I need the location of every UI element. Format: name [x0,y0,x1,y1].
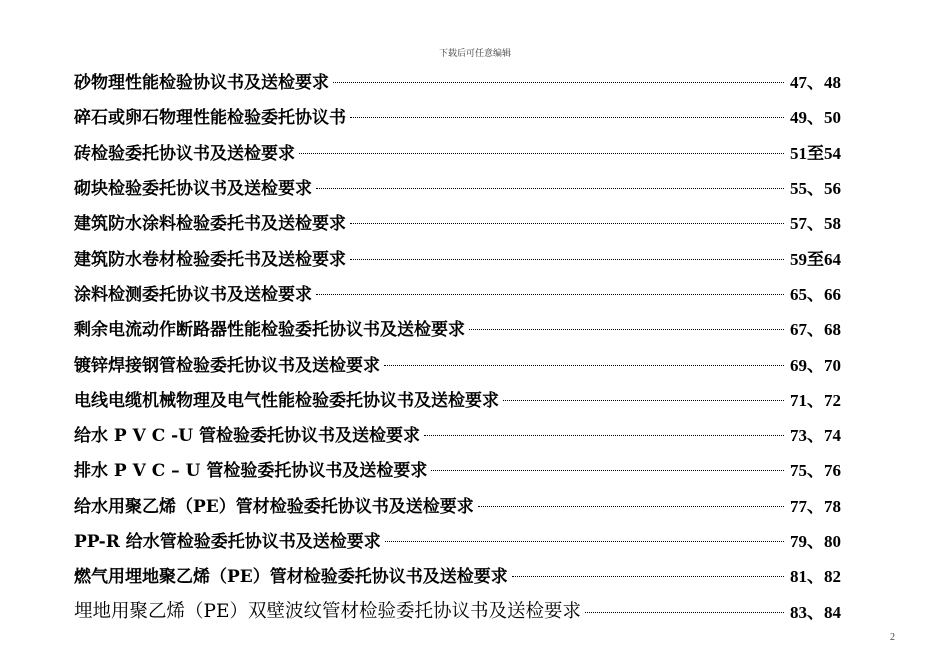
toc-leader-dots [424,435,784,436]
toc-entry-pages: 65、66 [790,284,841,304]
toc-leader-dots [316,188,784,189]
toc-leader-dots [316,294,784,295]
toc-entry [74,592,854,627]
toc-entry [74,204,854,239]
toc-entry-pages: 83、84 [790,602,841,622]
toc-entry-title: 电线电缆机械物理及电气性能检验委托协议书及送检要求 [74,390,499,411]
toc-leader-dots [503,400,784,401]
toc-entry-pages: 77、78 [790,496,841,516]
toc-leader-dots [431,470,784,471]
toc-entry-pages: 55、56 [790,179,841,199]
toc-entry-title: 砖检验委托协议书及送检要求 [74,143,295,164]
toc-leader-dots [385,541,784,542]
toc-entry-title: 给水用聚乙烯（PE）管材检验委托协议书及送检要求 [74,496,474,517]
toc-entry [74,310,854,345]
toc-leader-dots [333,82,784,83]
toc-entry-title: 燃气用埋地聚乙烯（PE）管材检验委托协议书及送检要求 [74,567,508,588]
toc-entry-title: 镀锌焊接钢管检验委托协议书及送检要求 [74,355,380,376]
toc-entry-title: 建筑防水卷材检验委托书及送检要求 [74,249,346,270]
toc-entry-title: 埋地用聚乙烯（PE）双壁波纹管材检验委托协议书及送检要求 [74,601,581,623]
page-header: 下载后可任意编辑 [438,49,511,59]
toc-entry-pages: 57、58 [790,214,841,234]
toc-entry-pages: 79、80 [790,532,841,551]
toc-leader-dots [299,153,784,154]
toc-entry-title: PP-R 给水管检验委托协议书及送检要求 [74,532,381,552]
toc-entry [74,63,854,98]
toc-leader-dots [350,223,784,224]
toc-entry-title: 碎石或卵石物理性能检验委托协议书 [74,108,346,129]
toc-leader-dots [384,365,784,366]
toc-entry [74,416,854,451]
toc-entry [74,522,854,557]
toc-entry-title: 砂物理性能检验协议书及送检要求 [74,73,329,94]
toc-entry-title: 建筑防水涂料检验委托书及送检要求 [74,214,346,235]
toc-leader-dots [478,506,784,507]
toc-entry-title: 给水 P V C -U 管检验委托协议书及送检要求 [74,426,420,447]
toc-entry-title: 排水 P V C – U 管检验委托协议书及送检要求 [74,461,428,482]
toc-leader-dots [469,329,784,330]
toc-entry [74,169,854,204]
toc-entry-pages: 81、82 [790,567,841,587]
toc-entry-title: 剩余电流动作断路器性能检验委托协议书及送检要求 [74,320,465,341]
toc-leader-dots [585,612,784,613]
toc-entry [74,487,854,522]
toc-entry-pages: 73、74 [790,426,841,446]
toc-leader-dots [350,259,784,260]
toc-entry-pages: 75、76 [790,461,841,481]
toc-entry [74,98,854,133]
toc-entry-pages: 49、50 [790,108,841,128]
toc-entry [74,239,854,274]
toc-entry-pages: 71、72 [790,390,841,410]
toc-entry [74,381,854,416]
toc-leader-dots [512,576,784,577]
toc-leader-dots [350,117,784,118]
page-number: 2 [890,632,895,643]
table-of-contents [74,63,854,628]
toc-entry-pages: 59至64 [790,249,841,269]
toc-entry-title: 涂料检测委托协议书及送检要求 [74,284,312,305]
toc-entry-pages: 47、48 [790,73,841,93]
toc-entry [74,275,854,310]
toc-entry-pages: 67、68 [790,320,841,340]
toc-entry-title: 砌块检验委托协议书及送检要求 [74,179,312,200]
toc-entry [74,557,854,592]
toc-entry-pages: 51至54 [790,143,841,163]
toc-entry [74,451,854,486]
toc-entry [74,134,854,169]
toc-entry-pages: 69、70 [790,355,841,375]
toc-entry [74,345,854,380]
